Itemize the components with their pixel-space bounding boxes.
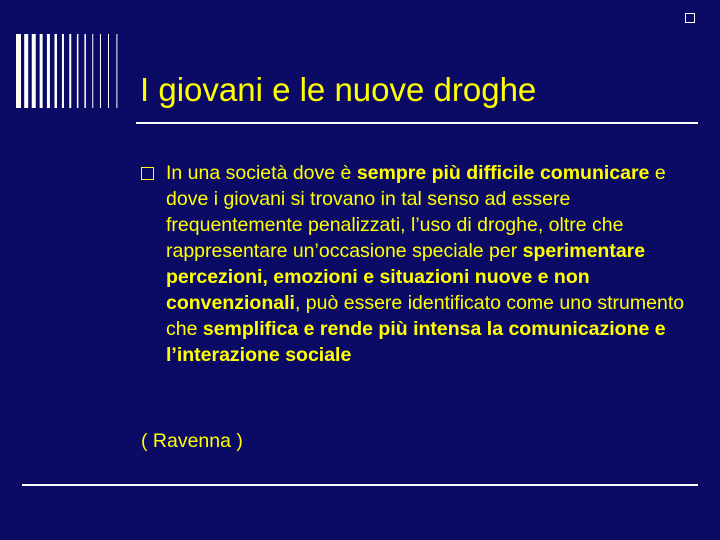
- title-divider: [136, 122, 698, 124]
- stripe: [47, 34, 50, 108]
- bullet-segment-bold: sempre più difficile comunicare: [356, 162, 650, 184]
- corner-square-icon: [685, 13, 695, 23]
- stripe: [40, 34, 43, 108]
- bullet-text: [166, 160, 701, 368]
- stripe: [32, 34, 36, 108]
- bullet-segment: e dove i giovani si trovano in tal senso ad essere frequentemente penalizzati, l’uso di droghe, oltre che rappresentare un’occasione speciale per: [166, 162, 666, 262]
- stripe: [77, 34, 79, 108]
- bullet-item: [141, 160, 701, 368]
- stripe: [100, 34, 101, 108]
- slide-title: I giovani e le nuove droghe: [140, 71, 537, 108]
- stripe: [16, 34, 21, 108]
- stripe: [84, 34, 86, 108]
- source-citation: ( Ravenna ): [141, 430, 243, 452]
- stripe: [108, 34, 109, 108]
- vertical-stripes-decoration: [16, 34, 126, 108]
- bullet-segment: , può essere identificato come uno strumento che: [166, 292, 685, 340]
- stripe: [62, 34, 64, 108]
- stripe: [92, 34, 93, 108]
- bullet-segment-bold: sperimentare percezioni, emozioni e situazioni nuove e non convenzionali: [166, 240, 646, 314]
- stripe: [24, 34, 28, 108]
- stripe: [55, 34, 58, 108]
- stripe: [116, 34, 117, 108]
- bullet-segment: In una società dove è: [166, 162, 357, 184]
- hollow-square-bullet-icon: [141, 167, 154, 180]
- stripes-graphic: [16, 34, 126, 108]
- stripe: [69, 34, 71, 108]
- footer-divider: [22, 484, 698, 486]
- bullet-segment-bold: semplifica e rende più intensa la comunicazione e l’interazione sociale: [166, 318, 666, 366]
